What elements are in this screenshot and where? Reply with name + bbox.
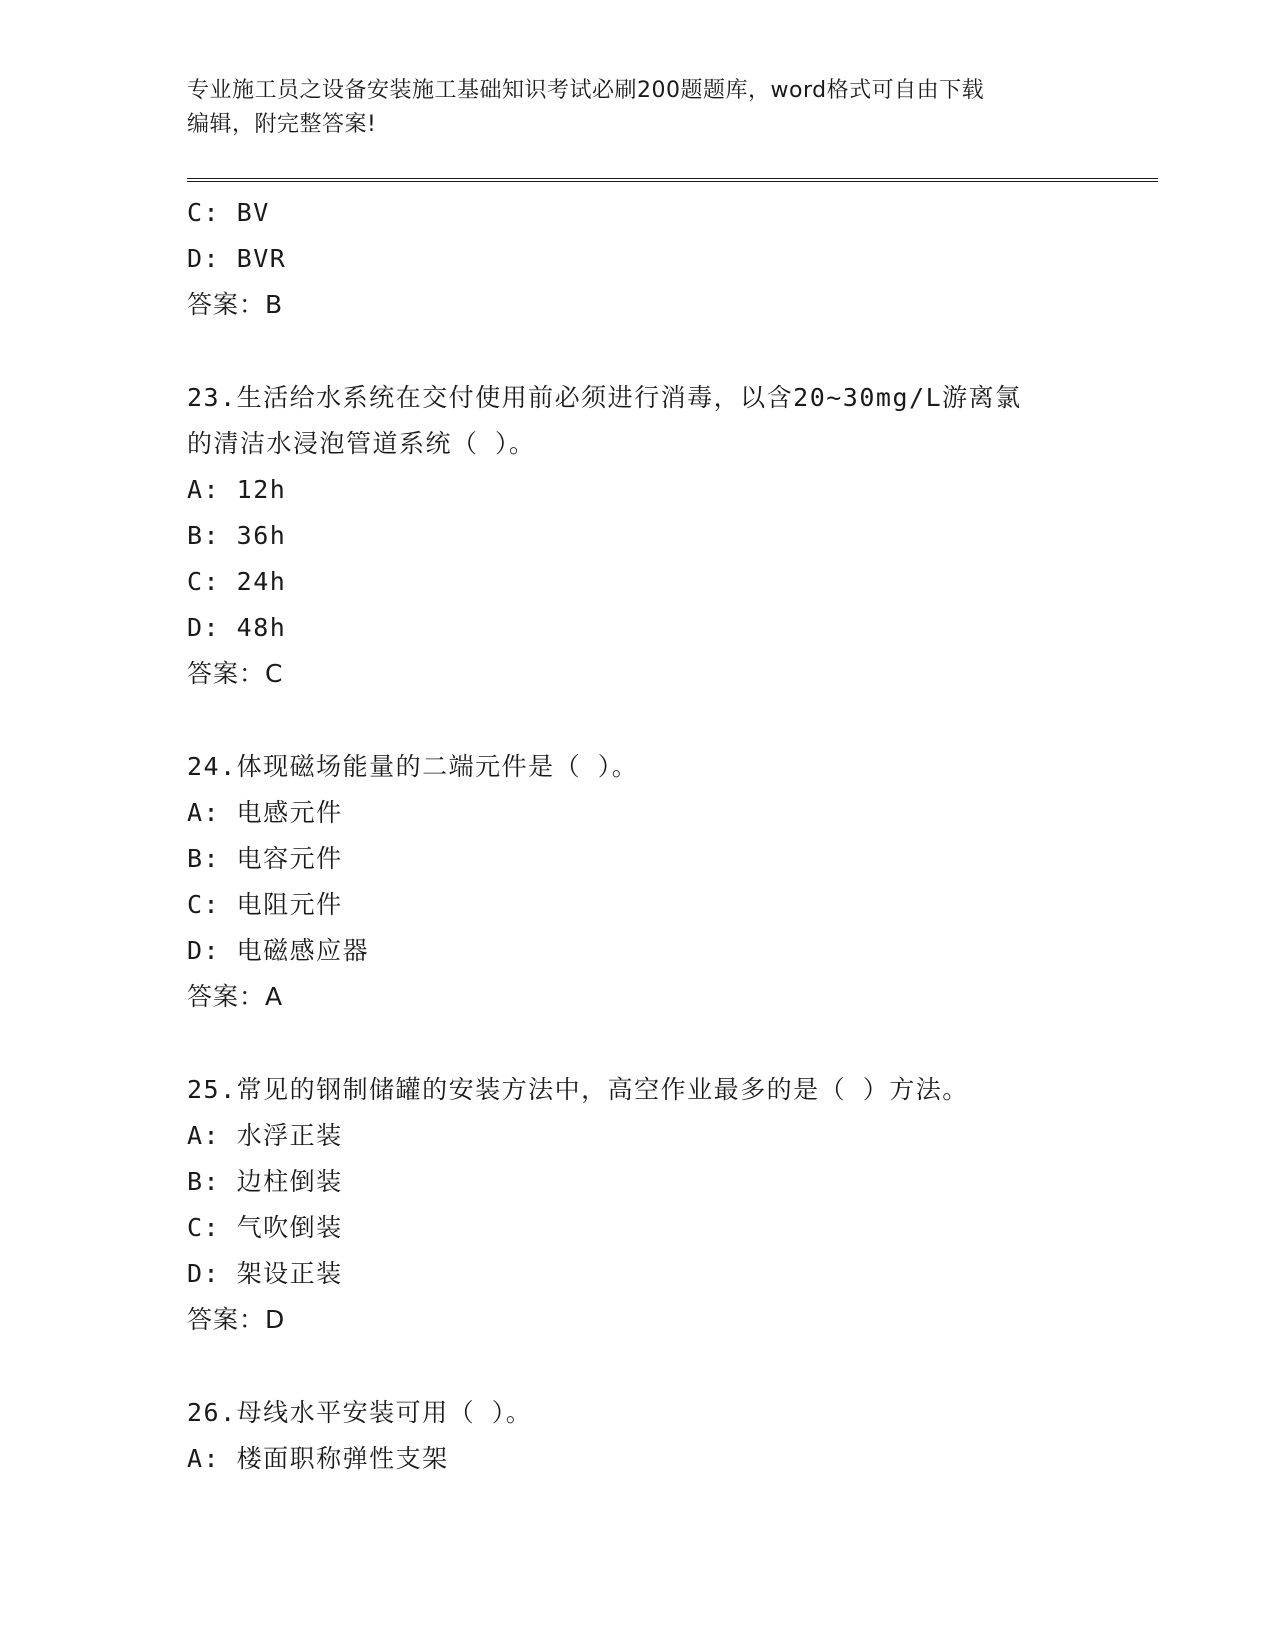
option-b: B: 电容元件: [187, 844, 343, 873]
option-c: C: 电阻元件: [187, 890, 343, 919]
option-d: D: 48h: [187, 613, 287, 642]
option-c: C: 气吹倒装: [187, 1213, 343, 1242]
answer-line: 答案：B: [187, 290, 284, 319]
question-26: [187, 1390, 1087, 1482]
answer-line: 答案：A: [187, 982, 284, 1011]
spacer: [187, 1343, 1087, 1390]
option-c: C: 24h: [187, 567, 287, 596]
question-text-line: 25.常见的钢制储罐的安装方法中，高空作业最多的是（ ）方法。: [187, 1075, 969, 1104]
option-d: D: 架设正装: [187, 1259, 343, 1288]
spacer: [187, 1020, 1087, 1067]
spacer: [187, 328, 1087, 375]
header-line-2: 编辑，附完整答案!: [187, 112, 377, 137]
question-text-line: 24.体现磁场能量的二端元件是（ ）。: [187, 752, 639, 781]
question-23: [187, 375, 1087, 697]
question-25: [187, 1067, 1087, 1343]
spacer: [187, 697, 1087, 744]
option-a: A: 电感元件: [187, 798, 343, 827]
option-b: B: 边柱倒装: [187, 1167, 343, 1196]
question-22-continued: [187, 190, 1087, 328]
question-text-line: 23.生活给水系统在交付使用前必须进行消毒，以含20~30mg/L游离氯: [187, 383, 1022, 412]
question-text-line: 26.母线水平安装可用（ ）。: [187, 1398, 533, 1427]
document-header: [187, 74, 1087, 142]
question-text-line: 的清洁水浸泡管道系统（ ）。: [187, 429, 536, 458]
option-c: C: BV: [187, 198, 270, 227]
answer-line: 答案：D: [187, 1305, 286, 1334]
document-body: [187, 190, 1087, 1482]
option-a: A: 楼面职称弹性支架: [187, 1444, 449, 1473]
option-d: D: 电磁感应器: [187, 936, 370, 965]
option-d: D: BVR: [187, 244, 287, 273]
answer-line: 答案：C: [187, 659, 284, 688]
option-b: B: 36h: [187, 521, 287, 550]
question-24: [187, 744, 1087, 1020]
header-divider: [187, 178, 1158, 182]
option-a: A: 水浮正装: [187, 1121, 343, 1150]
option-a: A: 12h: [187, 475, 287, 504]
header-line-1: 专业施工员之设备安装施工基础知识考试必刷200题题库，word格式可自由下载: [187, 78, 985, 103]
